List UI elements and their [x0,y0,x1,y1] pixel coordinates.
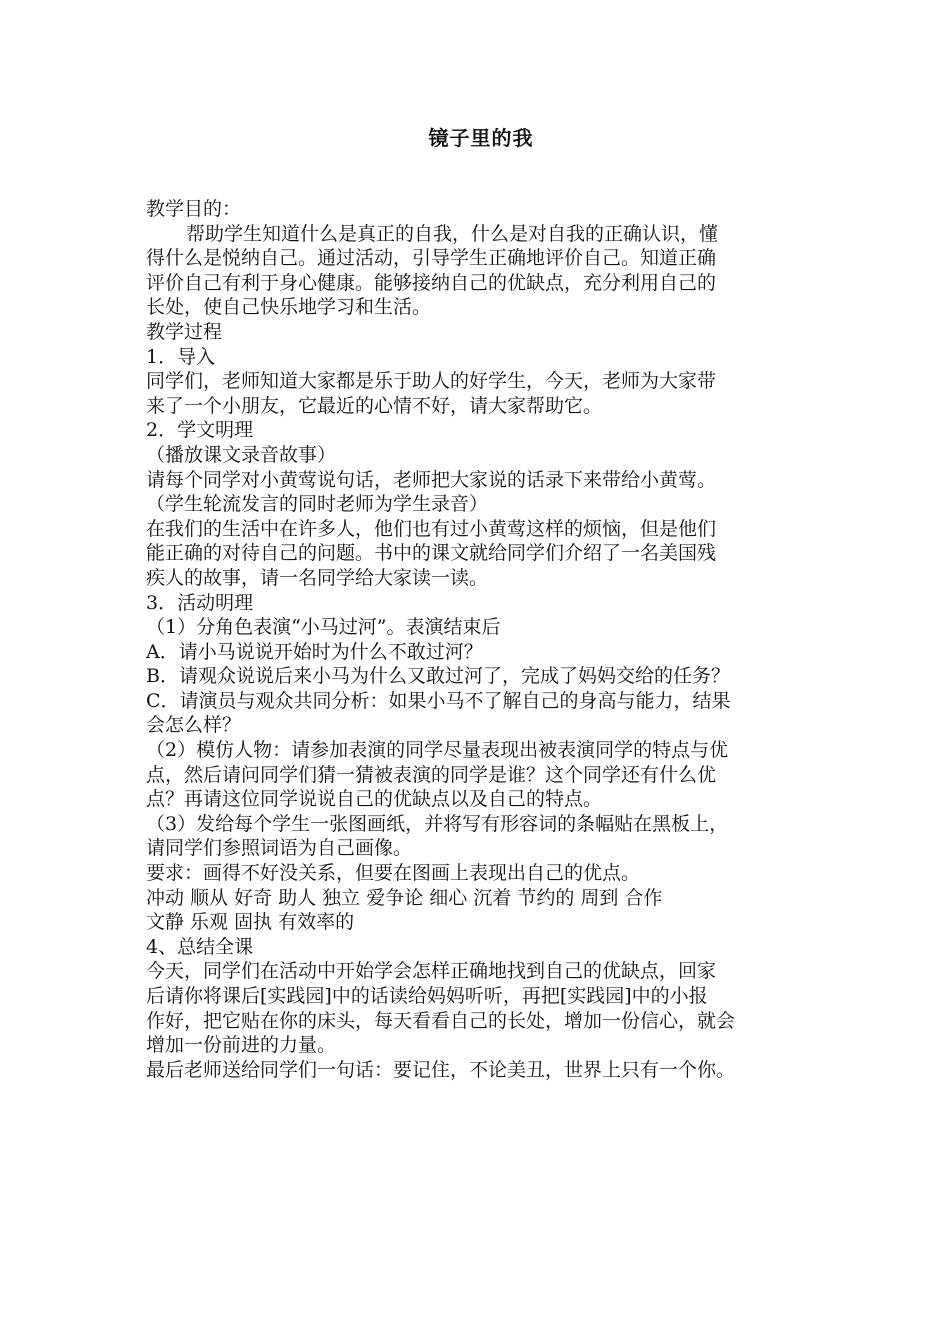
document-line: （播放课文录音故事） [146,443,337,466]
document-line: B．请观众说说后来小马为什么又敢过河了，完成了妈妈交给的任务？ [146,665,730,688]
document-line: C．请演员与观众共同分析：如果小马不了解自己的身高与能力，结果 [146,689,731,712]
document-line: 得什么是悦纳自己。通过活动，引导学生正确地评价自己。知道正确 [146,247,717,270]
document-line: 2．学文明理 [146,419,254,442]
document-line: （3）发给每个学生一张图画纸，并将写有形容词的条幅贴在黑板上， [146,812,729,835]
document-line: 教学目的： [146,198,242,220]
document-line: 后请你将课后[实践园]中的话读给妈妈听听，再把[实践园]中的小报 [146,985,708,1007]
document-line: 4、总结全课 [146,935,254,958]
document-line: A．请小马说说开始时为什么不敢过河？ [146,640,483,663]
document-line: 同学们，老师知道大家都是乐于助人的好学生，今天，老师为大家带 [146,370,717,393]
document-line: 作好，把它贴在你的床头，每天看看自己的长处，增加一份信心，就会 [146,1009,736,1032]
document-line: 冲动 顺从 好奇 助人 独立 爱争论 细心 沉着 节约的 周到 合作 [146,886,663,909]
document-line: 点？再请这位同学说说自己的优缺点以及自己的特点。 [146,788,603,811]
document-line: 最后老师送给同学们一句话：要记住，不论美丑，世界上只有一个你。 [146,1058,736,1081]
document-line: （学生轮流发言的同时老师为学生录音） [146,493,489,516]
document-line: 3．活动明理 [146,591,254,614]
document-line: （2）模仿人物：请参加表演的同学尽量表现出被表演同学的特点与优 [146,739,729,762]
document-line: 长处，使自己快乐地学习和生活。 [146,296,432,319]
document-line: 文静 乐观 固执 有效率的 [146,911,355,934]
document-line: 能正确的对待自己的问题。书中的课文就给同学们介绍了一名美国残 [146,542,717,565]
document-body [146,197,816,1082]
document-line: 在我们的生活中在许多人，他们也有过小黄莺这样的烦恼，但是他们 [146,517,717,540]
document-line: 评价自己有利于身心健康。能够接纳自己的优缺点，充分利用自己的 [146,271,717,294]
document-line: 教学过程 [146,320,223,343]
document-line: 要求：画得不好没关系，但要在图画上表现出自己的优点。 [146,862,641,885]
document-line: 点，然后请问同学们猜一猜被表演的同学是谁？这个同学还有什么优 [146,763,717,786]
document-line: 请每个同学对小黄莺说句话，老师把大家说的话录下来带给小黄莺。 [146,468,717,491]
document-line: 请同学们参照词语为自己画像。 [146,837,413,860]
document-line: 今天，同学们在活动中开始学会怎样正确地找到自己的优缺点，回家 [146,960,717,983]
document-line: 帮助学生知道什么是真正的自我，什么是对自我的正确认识，懂 [186,222,719,245]
document-line: 来了一个小朋友，它最近的心情不好，请大家帮助它。 [146,394,603,417]
document-line: 疾人的故事，请一名同学给大家读一读。 [146,566,489,589]
document-line: （1）分角色表演“小马过河”。表演结束后 [146,616,501,639]
document-line: 增加一份前进的力量。 [146,1034,337,1057]
document-line: 会怎么样？ [146,714,242,737]
document-line: 1．导入 [146,345,216,368]
document-title: 镜子里的我 [428,126,534,150]
